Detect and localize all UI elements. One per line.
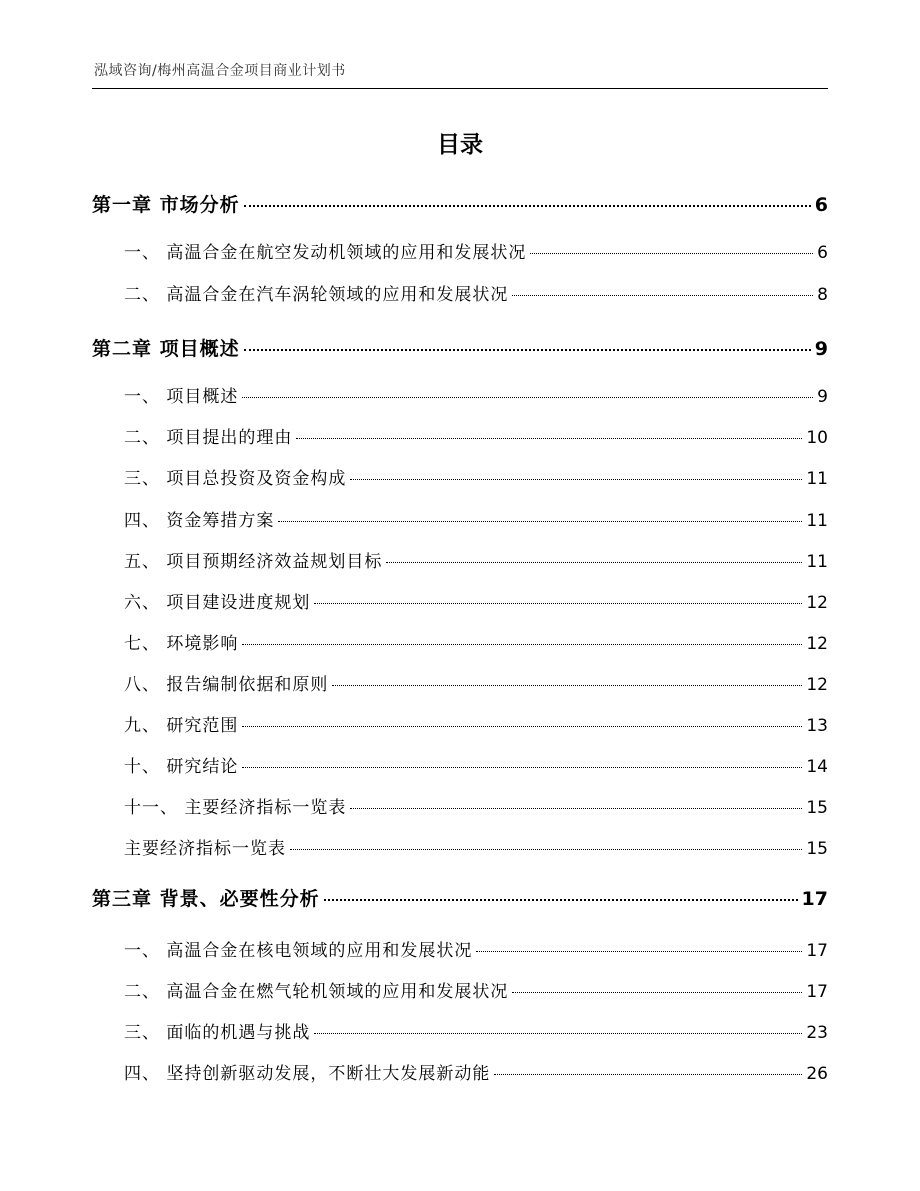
toc-section-entry[interactable]: [124, 1018, 828, 1043]
toc-entry-label: 二、 项目提出的理由: [124, 428, 293, 448]
toc-entry-label: 第一章 市场分析: [92, 194, 240, 216]
toc-entry-label: 一、 高温合金在航空发动机领域的应用和发展状况: [124, 243, 527, 263]
toc-entry-label: 一、 高温合金在核电领域的应用和发展状况: [124, 941, 473, 961]
dot-leader: [314, 602, 802, 604]
toc-page-number: 10: [806, 428, 828, 448]
toc-section-entry[interactable]: [124, 280, 828, 305]
toc-entry-label: 三、 项目总投资及资金构成: [124, 469, 347, 489]
toc-entry-label: 十、 研究结论: [124, 757, 239, 777]
toc-page-number: 17: [801, 888, 828, 910]
toc-page-number: 15: [806, 798, 828, 818]
toc-page-number: 12: [806, 593, 828, 613]
dot-leader: [244, 348, 811, 351]
toc-section-entry[interactable]: [124, 629, 828, 654]
toc-page-number: 15: [806, 839, 828, 859]
toc-section-entry[interactable]: [124, 711, 828, 736]
toc-page-number: 14: [806, 757, 828, 777]
toc-chapter-entry[interactable]: [92, 334, 828, 361]
toc-section-entry[interactable]: [124, 1059, 828, 1084]
dot-leader: [242, 396, 813, 398]
toc-entry-label: 五、 项目预期经济效益规划目标: [124, 552, 383, 572]
toc-entry-label: 十一、 主要经济指标一览表: [124, 798, 347, 818]
toc-entry-label: 第三章 背景、必要性分析: [92, 888, 320, 910]
dot-leader: [290, 848, 802, 850]
toc-entry-label: 三、 面临的机遇与挑战: [124, 1023, 311, 1043]
toc-entry-label: 四、 坚持创新驱动发展，不断壮大发展新动能: [124, 1064, 491, 1084]
dot-leader: [332, 684, 802, 686]
toc-page-number: 11: [806, 469, 828, 489]
toc-page-number: 12: [806, 634, 828, 654]
toc-section-entry[interactable]: [124, 752, 828, 777]
dot-leader: [242, 643, 802, 645]
toc-page-number: 11: [806, 511, 828, 531]
toc-entry-label: 六、 项目建设进度规划: [124, 593, 311, 613]
toc-title: 目录: [437, 132, 483, 158]
toc-entry-label: 四、 资金筹措方案: [124, 511, 275, 531]
toc-page-number: 23: [806, 1023, 828, 1043]
toc-page-number: 6: [814, 194, 828, 216]
dot-leader: [512, 294, 813, 296]
toc-entry-label: 一、 项目概述: [124, 387, 239, 407]
toc-page-number: 12: [806, 675, 828, 695]
dot-leader: [350, 807, 802, 809]
toc-page-number: 17: [806, 982, 828, 1002]
toc-page-number: 9: [817, 387, 828, 407]
dot-leader: [314, 1032, 802, 1034]
toc-section-entry[interactable]: [124, 670, 828, 695]
toc-section-entry[interactable]: [124, 423, 828, 448]
toc-page-number: 9: [814, 338, 828, 360]
dot-leader: [386, 561, 802, 563]
dot-leader: [242, 766, 802, 768]
dot-leader: [476, 950, 802, 952]
dot-leader: [242, 725, 802, 727]
toc-page-number: 13: [806, 716, 828, 736]
toc-entry-label: 八、 报告编制依据和原则: [124, 675, 329, 695]
toc-entry-label: 九、 研究范围: [124, 716, 239, 736]
toc-section-entry[interactable]: [124, 382, 828, 407]
dot-leader: [494, 1073, 802, 1075]
toc-section-entry[interactable]: [124, 793, 828, 818]
toc-entry-label: 第二章 项目概述: [92, 338, 240, 360]
toc-page-number: 17: [806, 941, 828, 961]
toc-chapter-entry[interactable]: [92, 190, 828, 217]
toc-page-number: 26: [806, 1064, 828, 1084]
toc-section-entry[interactable]: [124, 464, 828, 489]
dot-leader: [324, 898, 798, 901]
toc-entry-label: 二、 高温合金在汽车涡轮领域的应用和发展状况: [124, 285, 509, 305]
header-divider: [92, 88, 828, 89]
toc-entry-label: 主要经济指标一览表: [124, 839, 286, 859]
toc-section-entry[interactable]: [124, 547, 828, 572]
toc-page-number: 11: [806, 552, 828, 572]
toc-section-entry[interactable]: [124, 238, 828, 263]
dot-leader: [512, 991, 802, 993]
toc-section-entry[interactable]: [124, 506, 828, 531]
dot-leader: [244, 204, 811, 207]
toc-section-entry[interactable]: [124, 936, 828, 961]
toc-section-entry[interactable]: [124, 588, 828, 613]
dot-leader: [296, 437, 802, 439]
toc-entry-label: 七、 环境影响: [124, 634, 239, 654]
toc-page-number: 6: [817, 243, 828, 263]
dot-leader: [278, 520, 802, 522]
toc-section-entry[interactable]: [124, 834, 828, 859]
dot-leader: [530, 252, 813, 254]
toc-chapter-entry[interactable]: [92, 884, 828, 911]
running-header: 泓域咨询/梅州高温合金项目商业计划书: [94, 63, 346, 79]
toc-section-entry[interactable]: [124, 977, 828, 1002]
toc-page-number: 8: [817, 285, 828, 305]
dot-leader: [350, 478, 802, 480]
toc-entry-label: 二、 高温合金在燃气轮机领域的应用和发展状况: [124, 982, 509, 1002]
